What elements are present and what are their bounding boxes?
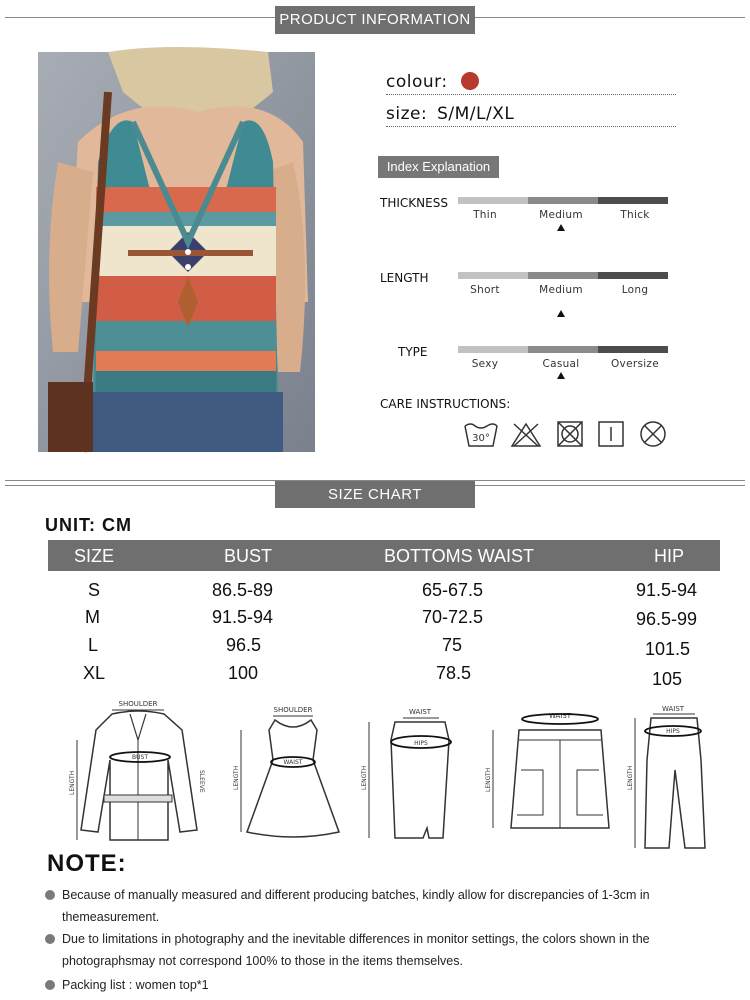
length-label: LENGTH <box>627 765 634 790</box>
shorts-diagram <box>485 700 615 855</box>
unit-label: UNIT: CM <box>45 515 132 535</box>
index-option: Long <box>621 284 649 296</box>
index-option: Thick <box>620 209 650 221</box>
size-row <box>386 104 676 127</box>
note-line: Because of manually measured and different producing batches, kindly allow for discrepancies of 1-3cm in <box>62 888 650 902</box>
cell-hip: 101.5 <box>645 639 691 659</box>
cell-hip: 96.5-99 <box>636 609 698 629</box>
index-bar-segment <box>528 272 598 279</box>
cell-size: XL <box>83 663 106 683</box>
size-value: S/M/L/XL <box>437 104 515 124</box>
colour-label: colour: <box>386 72 448 92</box>
bullet-icon <box>45 890 55 900</box>
hips-label: HIPS <box>666 728 680 735</box>
index-bar-segment <box>528 197 598 204</box>
bullet-icon <box>45 934 55 944</box>
note-line: Packing list : women top*1 <box>62 978 209 992</box>
col-header-hip: HIP <box>654 546 685 566</box>
note-line: photographsmay not correspond 100% to those in the items themselves. <box>62 954 463 968</box>
cell-waist: 70-72.5 <box>422 607 484 627</box>
length-label: LENGTH <box>233 765 240 790</box>
index-bar-segment <box>458 346 528 353</box>
index-bar-segment <box>598 197 668 204</box>
length-label: LENGTH <box>69 770 76 795</box>
cell-size: L <box>88 635 99 655</box>
shoulder-label: SHOULDER <box>273 706 313 714</box>
product-photo <box>38 52 315 452</box>
note-item <box>62 974 702 996</box>
waist-label: WAIST <box>283 759 303 766</box>
waist-label: WAIST <box>661 705 685 713</box>
selected-indicator-icon <box>557 224 565 231</box>
waist-label: WAIST <box>408 708 432 716</box>
pants-diagram <box>625 700 715 860</box>
note-item <box>62 884 702 928</box>
index-label-thickness: THICKNESS <box>380 196 448 210</box>
size-chart-banner: SIZE CHART <box>275 481 475 508</box>
waist-label: WAIST <box>548 712 572 720</box>
index-bar-segment <box>458 272 528 279</box>
index-bar-segment <box>598 346 668 353</box>
cell-size: S <box>88 580 101 600</box>
wash-temp-label: 30° <box>472 433 490 444</box>
no-dry-clean-icon <box>639 420 667 448</box>
index-label-length: LENGTH <box>380 271 429 285</box>
skirt-diagram <box>355 700 455 855</box>
index-option: Thin <box>473 209 497 221</box>
index-label-type: TYPE <box>398 345 428 359</box>
note-line: themeasurement. <box>62 910 160 924</box>
cell-bust: 91.5-94 <box>212 607 274 627</box>
index-bar-segment <box>598 272 668 279</box>
cell-waist: 78.5 <box>436 663 472 683</box>
index-bar-segment <box>528 346 598 353</box>
sleeve-label: SLEEVE <box>198 770 205 793</box>
index-option: Medium <box>539 284 583 296</box>
index-option: Oversize <box>610 358 659 370</box>
line-dry-icon <box>597 420 625 448</box>
length-label: LENGTH <box>361 765 368 790</box>
note-line: Due to limitations in photography and the inevitable differences in monitor settings, the colors shown in the <box>62 932 650 946</box>
cell-waist: 65-67.5 <box>422 580 484 600</box>
bust-label: BUST <box>132 754 148 761</box>
col-header-waist: BOTTOMS WAIST <box>384 546 535 566</box>
cell-bust: 96.5 <box>226 635 262 655</box>
hips-label: HIPS <box>414 740 428 747</box>
cell-size: M <box>85 607 100 627</box>
colour-swatch[interactable] <box>461 72 479 90</box>
shoulder-label: SHOULDER <box>118 700 158 708</box>
no-bleach-icon <box>510 420 538 448</box>
product-info-banner: PRODUCT INFORMATION <box>275 6 475 34</box>
care-instructions-title: CARE INSTRUCTIONS: <box>380 397 511 411</box>
index-option: Casual <box>542 358 580 370</box>
cell-bust: 100 <box>228 663 259 683</box>
index-option: Sexy <box>471 358 499 370</box>
dress-diagram <box>235 700 345 855</box>
col-header-bust: BUST <box>224 546 273 566</box>
bullet-icon <box>45 980 55 990</box>
index-option: Medium <box>539 209 583 221</box>
cell-waist: 75 <box>442 635 463 655</box>
no-tumble-dry-icon <box>556 420 584 448</box>
selected-indicator-icon <box>557 372 565 379</box>
note-title: NOTE: <box>47 850 127 877</box>
note-item <box>62 928 702 972</box>
col-header-size: SIZE <box>74 546 115 566</box>
index-explanation-badge: Index Explanation <box>378 156 499 178</box>
index-bar-segment <box>458 197 528 204</box>
cell-bust: 86.5-89 <box>212 580 274 600</box>
cell-hip: 105 <box>652 669 683 689</box>
colour-row <box>386 72 676 95</box>
index-option: Short <box>470 284 500 296</box>
selected-indicator-icon <box>557 310 565 317</box>
size-table-header <box>48 540 720 571</box>
wash-30-icon <box>463 420 491 448</box>
jacket-diagram <box>69 700 217 855</box>
cell-hip: 91.5-94 <box>636 580 698 600</box>
length-label: LENGTH <box>485 767 492 792</box>
size-label: size: <box>386 104 428 124</box>
